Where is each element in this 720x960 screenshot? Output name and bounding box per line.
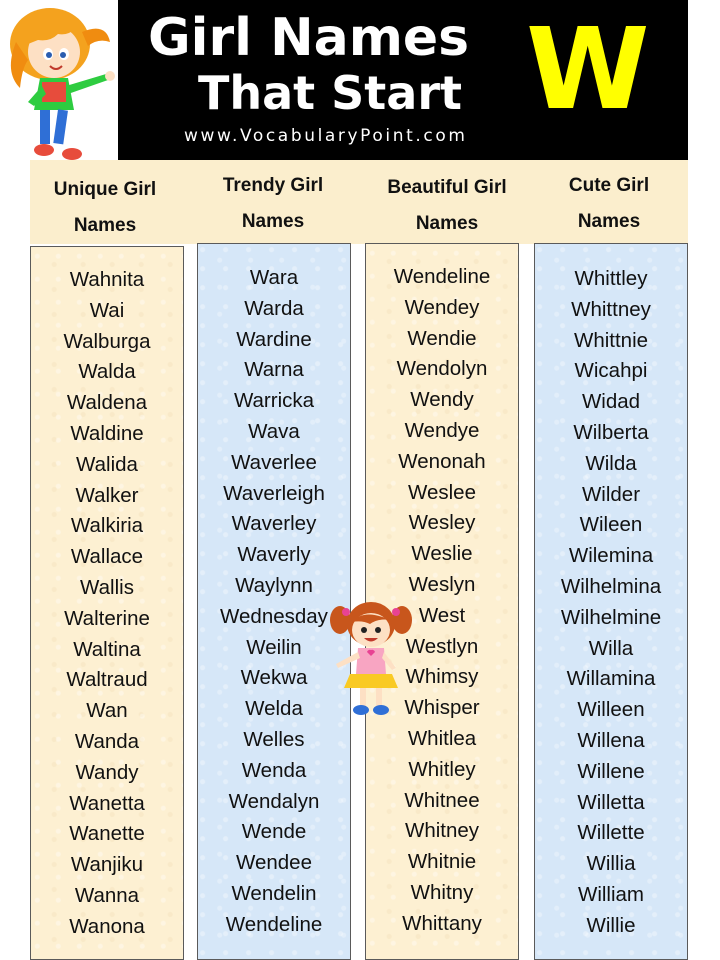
name-list-item: Wendy: [410, 388, 474, 412]
name-list-item: Wendey: [404, 295, 480, 319]
name-list-item: Wenda: [241, 758, 307, 782]
name-list-item: Wileen: [579, 513, 643, 537]
name-list-item: Wardine: [236, 327, 312, 351]
name-list-item: William: [577, 882, 645, 906]
name-list-item: Whittnie: [573, 328, 649, 352]
name-list-item: Wahnita: [69, 268, 145, 291]
name-list-item: West: [418, 603, 466, 627]
name-list-item: Wednesday: [220, 604, 328, 628]
column-heading-trendy: [188, 168, 358, 240]
name-list-item: Wekwa: [240, 666, 308, 690]
name-list-item: Wendye: [404, 418, 480, 442]
name-list-item: Whitney: [404, 819, 480, 843]
name-list-item: Willa: [588, 636, 634, 660]
name-column-cute: [534, 243, 688, 960]
name-list-item: Willette: [577, 821, 645, 845]
name-list-item: Warda: [244, 296, 304, 320]
name-list-item: Walkiria: [70, 514, 144, 538]
name-list-item: Wanda: [74, 729, 140, 753]
name-list-item: Weilin: [246, 635, 302, 659]
name-list-item: Waldine: [70, 421, 144, 445]
name-list-item: Willie: [586, 913, 636, 937]
name-list-item: Wara: [249, 266, 299, 289]
name-list-item: Wendeline: [393, 265, 491, 288]
name-list-item: Wilberta: [573, 420, 649, 444]
name-list-item: Weslie: [411, 542, 473, 566]
column-heading-line-2: Names: [73, 215, 137, 236]
name-list-item: Wilder: [581, 482, 641, 506]
name-list-item: Wendie: [407, 326, 477, 350]
name-list-item: Waverly: [237, 543, 311, 567]
name-list-item: Willene: [577, 759, 645, 783]
name-list-item: Whittley: [574, 267, 648, 290]
name-list-item: Walterine: [64, 606, 150, 630]
name-list-item: Wanette: [69, 822, 145, 846]
name-list-item: Wandy: [75, 760, 139, 784]
name-list-item: Wilhelmina: [560, 574, 662, 598]
name-list-item: Wendee: [236, 851, 312, 875]
column-heading-line-2: Names: [241, 211, 305, 232]
name-list-item: Wan: [86, 699, 128, 723]
name-list-item: Waverley: [231, 512, 317, 536]
name-list-item: Whittany: [402, 911, 482, 935]
name-list-item: Whitlea: [407, 726, 477, 750]
column-heading-line-1: Unique Girl: [53, 179, 157, 200]
title-letter: W: [526, 5, 650, 135]
name-list-item: Whitnee: [404, 788, 480, 812]
name-list-item: Willetta: [577, 790, 645, 814]
name-list-item: Wava: [248, 419, 300, 443]
name-list-item: Waylynn: [235, 573, 313, 597]
name-list-item: Wendolyn: [396, 357, 488, 381]
name-list-item: Willena: [577, 728, 645, 752]
title-line-2: That Start: [198, 66, 463, 120]
column-heading-line-1: Beautiful Girl: [387, 177, 507, 198]
name-list-item: Waverlee: [231, 450, 317, 474]
name-list-item: Wenonah: [398, 449, 486, 473]
name-list-item: Whitny: [410, 880, 474, 904]
column-heading-line-2: Names: [577, 211, 641, 232]
name-list-item: Walida: [76, 452, 138, 476]
column-heading-line-1: Trendy Girl: [222, 175, 324, 196]
column-heading-line-2: Names: [415, 213, 479, 234]
name-column-unique: [30, 246, 184, 960]
name-list-item: Weslee: [408, 480, 476, 504]
name-list-item: Warna: [244, 358, 304, 382]
name-list-item: Wai: [89, 298, 125, 322]
column-heading-unique: [20, 172, 190, 244]
name-list-item: Walker: [75, 483, 139, 507]
name-list-item: Wesley: [408, 511, 476, 535]
name-list-item: Walda: [78, 360, 136, 384]
column-heading-beautiful: [362, 170, 532, 242]
name-list-item: Widad: [581, 390, 641, 414]
name-list-item: Weslyn: [408, 572, 476, 596]
name-list-item: Willeen: [577, 698, 645, 722]
name-list-item: Wendalyn: [228, 789, 320, 813]
cartoon-girl-pigtails-icon: [330, 598, 412, 718]
name-list-item: Wanna: [74, 883, 140, 907]
name-list-item: Whittney: [571, 297, 651, 321]
name-list-item: Wallis: [80, 575, 134, 599]
name-list-item: Walburga: [63, 329, 151, 353]
name-list-item: Whitley: [408, 757, 476, 781]
name-list-item: Willia: [586, 852, 636, 876]
title-banner: [118, 0, 688, 160]
name-list-item: Wanona: [69, 914, 145, 938]
name-list-item: Whitnie: [407, 850, 477, 874]
column-heading-line-1: Cute Girl: [568, 175, 650, 196]
name-list-item: Wicahpi: [574, 359, 648, 383]
name-list-item: Wilemina: [568, 544, 654, 568]
name-list-item: Westlyn: [405, 634, 479, 658]
name-list-item: Warricka: [233, 389, 315, 413]
name-list-item: Whimsy: [405, 665, 479, 689]
name-list-item: Whisper: [404, 696, 480, 720]
name-list-item: Wendelin: [231, 881, 317, 905]
name-list-item: Welda: [245, 697, 303, 721]
title-line-1: Girl Names: [148, 8, 470, 68]
name-column-trendy: [197, 243, 351, 960]
website-url: www.VocabularyPoint.com: [184, 126, 468, 146]
name-list-item: Waldena: [66, 391, 148, 415]
cartoon-girl-waving-icon: [2, 2, 118, 166]
name-list-item: Wendeline: [225, 912, 323, 936]
name-list-item: Willamina: [566, 667, 656, 691]
name-list-item: Welles: [243, 727, 305, 751]
name-list-item: Waltina: [73, 637, 141, 661]
name-list-item: Wanetta: [69, 791, 145, 815]
column-heading-cute: [524, 168, 694, 240]
name-list-item: Wilhelmine: [560, 605, 662, 629]
name-list-item: Wilda: [585, 451, 637, 475]
name-list-item: Wanjiku: [70, 853, 144, 877]
name-list-item: Wende: [241, 820, 307, 844]
name-list-item: Waltraud: [66, 668, 148, 692]
name-list-item: Waverleigh: [223, 481, 325, 505]
name-list-item: Wallace: [70, 545, 144, 569]
